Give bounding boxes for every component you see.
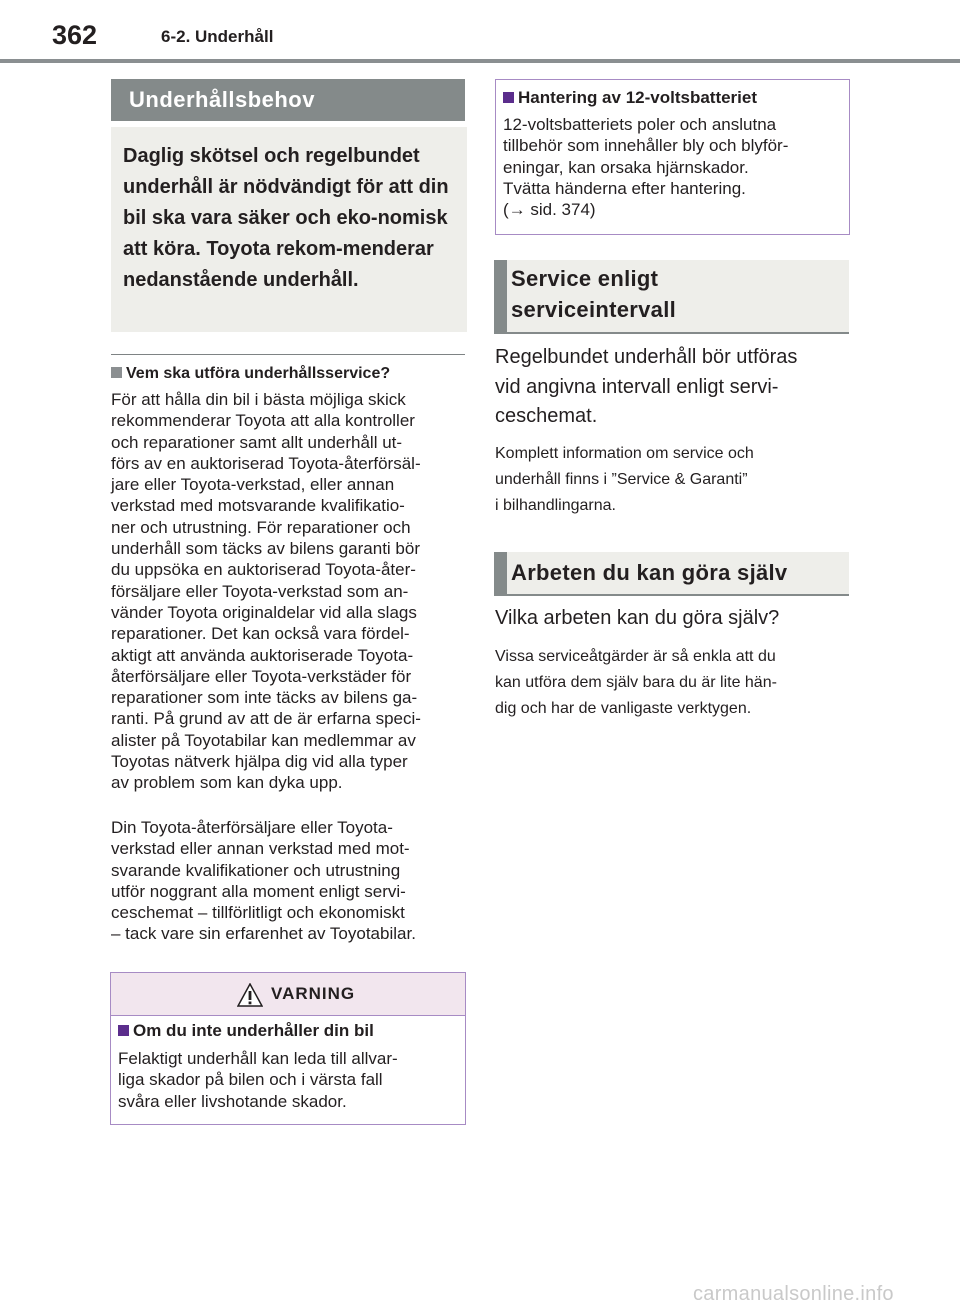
divider	[111, 354, 465, 355]
paragraph-who-services	[111, 389, 471, 794]
square-bullet-icon	[118, 1025, 129, 1036]
heading-diy	[494, 552, 849, 596]
main-heading-banner	[111, 79, 465, 121]
intro-box	[111, 127, 467, 332]
service-lead	[495, 343, 845, 432]
diy-lead	[495, 604, 845, 634]
service-info	[495, 441, 845, 519]
note-heading	[503, 88, 757, 108]
heading-service-interval	[494, 260, 849, 334]
square-bullet-icon	[111, 367, 122, 378]
page-number: 362	[52, 20, 98, 50]
subheading-text: Vem ska utföra underhållsservice?	[126, 365, 391, 382]
warning-triangle-icon	[237, 983, 263, 1007]
header-divider	[0, 59, 960, 63]
heading-text: Arbeten du kan göra själv	[511, 560, 788, 585]
note-text	[503, 114, 843, 220]
warning-box	[110, 972, 466, 1125]
small-text: Komplett information om service och underhåll finns i ”Service & Garanti” i bilhandlingarna.	[495, 445, 754, 514]
warning-subheading-text: Om du inte underhåller din bil	[133, 1021, 374, 1040]
small-text: Vissa serviceåtgärder är så enkla att du kan utföra dem själv bara du är lite hän- dig och har de vanligaste verktygen.	[495, 648, 777, 717]
lead-text: Vilka arbeten kan du göra själv?	[495, 607, 780, 629]
footer-watermark: carmanualsonline.info	[693, 1283, 894, 1305]
paragraph-dealer	[111, 817, 471, 945]
intro-text: Daglig skötsel och regelbundet underhåll är nödvändigt för att din bil ska vara säker och eko-nomisk att köra. Toyota rekom-menderar nedanstående underhåll.	[123, 145, 449, 291]
warning-header	[111, 973, 465, 1016]
paragraph-text: För att hålla din bil i bästa möjliga skick rekommenderar Toyota att alla kontroller och reparationer samt allt underhåll ut- förs av en auktoriserad Toyota-återförsäl- jare eller Toyota-verkstad, eller annan verkstad med motsvarande kvalifikatio- ner och utrustning. För reparationer och underhåll som täcks av bilens garanti bör du uppsöka en auktoriserad Toyota-åter- försäljare eller Toyota-verkstad som an- vänder Toyota originaldelar vid alla slags reparationer. Det kan också vara fördel- aktigt att använda auktoriserade Toyota- återförsäljare eller Toyota-verkstäder för reparationer som inte täcks av bilens ga- ranti. På grund av att de är erfarna speci- alister på Toyotabilar kan medlemmar av Toyotas nätverk hjälpa dig vid alla typer av problem som kan dyka upp.	[111, 390, 421, 793]
main-heading: Underhållsbehov	[129, 87, 315, 112]
square-bullet-icon	[503, 92, 514, 103]
diy-info	[495, 644, 845, 722]
warning-text	[118, 1048, 458, 1112]
warning-subheading	[118, 1021, 374, 1041]
paragraph-text: Felaktigt underhåll kan leda till allvar- liga skador på bilen och i värsta fall svåra eller livshotande skador.	[118, 1049, 398, 1111]
warning-title: VARNING	[271, 984, 356, 1003]
lead-text: Regelbundet underhåll bör utföras vid angivna intervall enligt servi- ceschemat.	[495, 346, 798, 427]
subheading-who-services	[111, 364, 471, 384]
note-heading-text: Hantering av 12-voltsbatteriet	[518, 88, 758, 107]
heading-text: Service enligt serviceintervall	[511, 266, 677, 322]
section-title: 6-2. Underhåll	[161, 27, 274, 46]
paragraph-text: Din Toyota-återförsäljare eller Toyota- verkstad eller annan verkstad med mot- svarande kvalifikationer och utrustning utför noggrant alla moment enligt servi- ceschemat – tillförlitligt och ekonomiskt – tack vare sin erfarenhet av Toyotabilar.	[111, 818, 416, 944]
battery-note-box	[495, 79, 850, 235]
paragraph-text: 12-voltsbatteriets poler och anslutna tillbehör som innehåller bly och blyför- eningar, kan orsaka hjärnskador. Tvätta händerna efter hantering. (→ sid. 374)	[503, 115, 789, 220]
